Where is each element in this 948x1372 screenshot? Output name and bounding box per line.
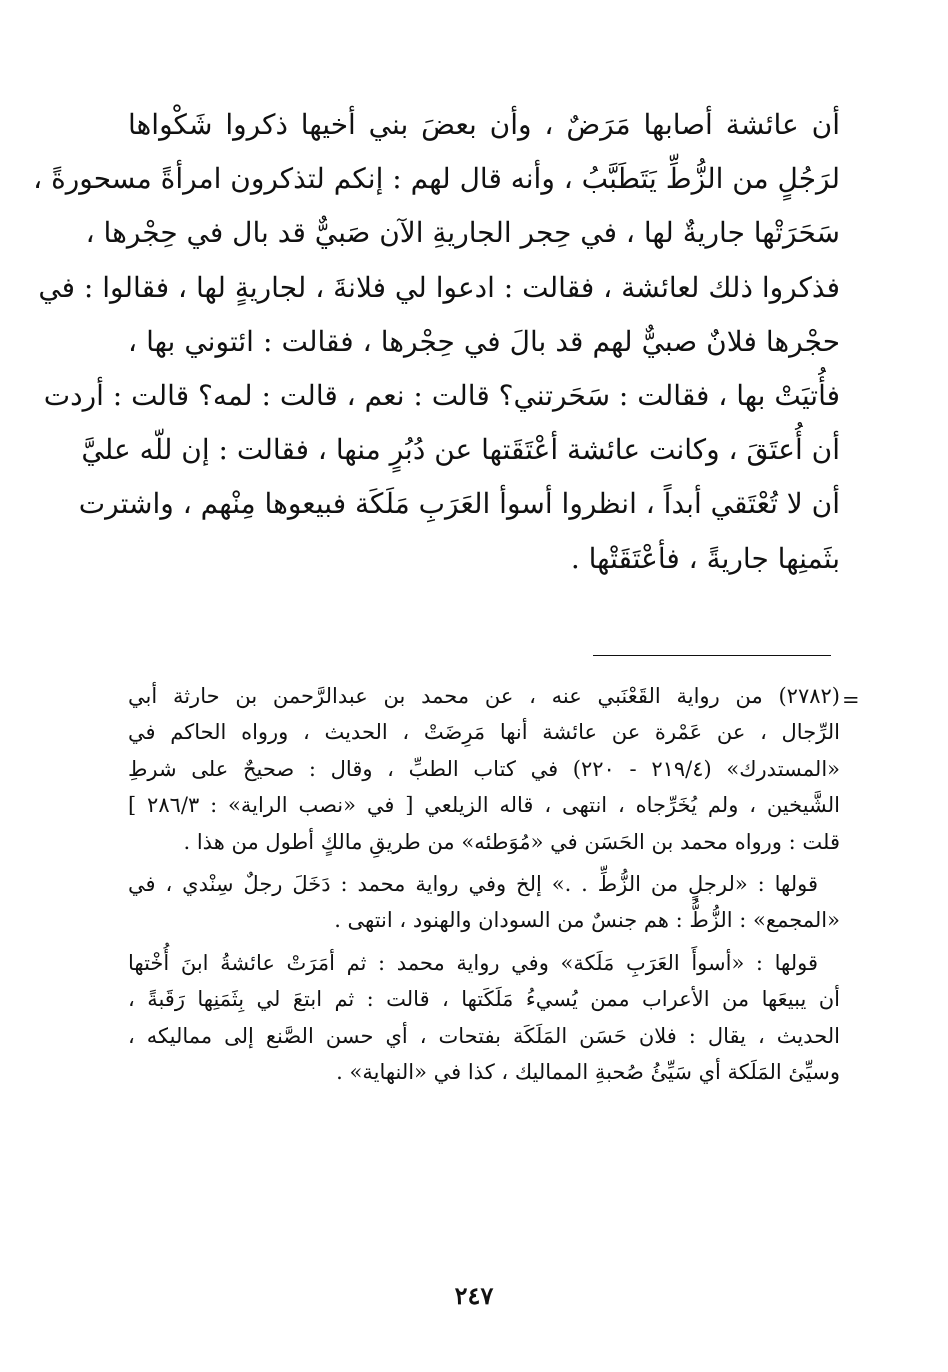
main-text-block [33, 98, 840, 586]
main-text-line: حجْرها فلانٌ صبيٌّ لهم قد بالَ في حِجْرها ، فقالت : ائتوني بها ، [128, 324, 840, 358]
main-text-line: فذكروا ذلك لعائشة ، فقالت : ادعوا لي فلانةَ ، لجاريةٍ لها ، فقالوا : في [38, 270, 840, 304]
footnote-divider [593, 655, 831, 656]
footnote-line: أن يبيعَها من الأعراب ممن يُسيءُ مَلَكَتها ، قالت : ثم ابتعَ لي بِثَمَنِها رَقَبةً ، [128, 987, 840, 1012]
footnotes-block [128, 678, 840, 1096]
footnote-line: (٢٧٨٢) من رواية القَعْنَبي عنه ، عن محمد بن عبدالرَّحمن بن حارثة أبي [128, 684, 840, 708]
main-text-line: أن لا تُعْتَقي أبداً ، انظروا أسوأ العَرَبِ مَلَكَة فبيعوها مِنْهم ، واشترت [78, 487, 840, 521]
main-text-line: سَحَرَتْها جاريةٌ لها ، في حِجر الجاريةِ الآن صَبيٌّ قد بال في حِجْرها ، [85, 216, 840, 250]
main-text-line: فأُتيَتْ بها ، فقالت : سَحَرتني؟ قالت : نعم ، قالت : لمه؟ قالت : أردت [43, 379, 840, 413]
footnote-paragraph [128, 866, 840, 939]
footnote-line: الحديث ، يقال : فلان حَسَن المَلَكَة بفتحات ، أي حسن الصَّنع إلى مماليكه ، [128, 1023, 840, 1048]
main-text-line: أن عائشة أصابها مَرَضٌ ، وأن بعضَ بني أخيها ذكروا شَكْواها [128, 108, 840, 141]
footnote-line: قولها : «لرجلٍ من الزُّطِّ . .» إلخ وفي رواية محمد : دَخَلَ رجلٌ سِنْدي ، في [128, 872, 818, 897]
footnote-line: قولها : «أسوأَ العَرَبِ مَلَكة» وفي رواية محمد : ثم أمَرَتْ عائشةُ ابنَ أُخْتها [128, 950, 818, 975]
page-number: ٢٤٧ [454, 1281, 494, 1310]
footnote-continuation-mark: = [842, 688, 860, 712]
main-text-line: لرَجُلٍ من الزُّطِّ يَتَطَبَّبُ ، وأنه قال لهم : إنكم لتذكرون امرأةً مسحورةً ، [33, 162, 840, 196]
footnote-paragraph [128, 945, 840, 1091]
footnote-line: «المجمع» : الزُّطُّ : هم جنسٌ من السودان والهنود ، انتهى . [334, 908, 840, 933]
main-text-line: بثَمنِها جاريةً ، فأعْتَقَتْها . [570, 541, 840, 575]
footnote-line: «المستدرك» (٢١٩/٤ - ٢٢٠) في كتاب الطبِّ ، وقال : صحيحٌ على شرطِ [128, 756, 841, 781]
footnote-line: الرِّجال ، عن عَمْرة عن عائشة أنها مَرِضَتْ ، الحديث ، ورواه الحاكم في [128, 720, 840, 745]
footnote-line: قلت : ورواه محمد بن الحَسَن في «مُوَطئه» من طريقِ مالكٍ أطول من هذا . [183, 829, 840, 854]
main-text-line: أن أُعتَقَ ، وكانت عائشة أعْتَقَتها عن دُبُرٍ منها ، فقالت : إن للّه عليَّ [81, 433, 840, 467]
footnote-line: الشَّيخين ، ولم يُخَرِّجاه ، انتهى ، قاله الزيلعي [ في «نصب الراية» : ٢٨٦/٣ ] [128, 793, 840, 818]
footnote-line: وسيِّئ المَلَكة أي سَيِّئُ صُحبةِ المماليك ، كذا في «النهاية» . [336, 1060, 840, 1085]
footnote-paragraph [128, 678, 840, 860]
